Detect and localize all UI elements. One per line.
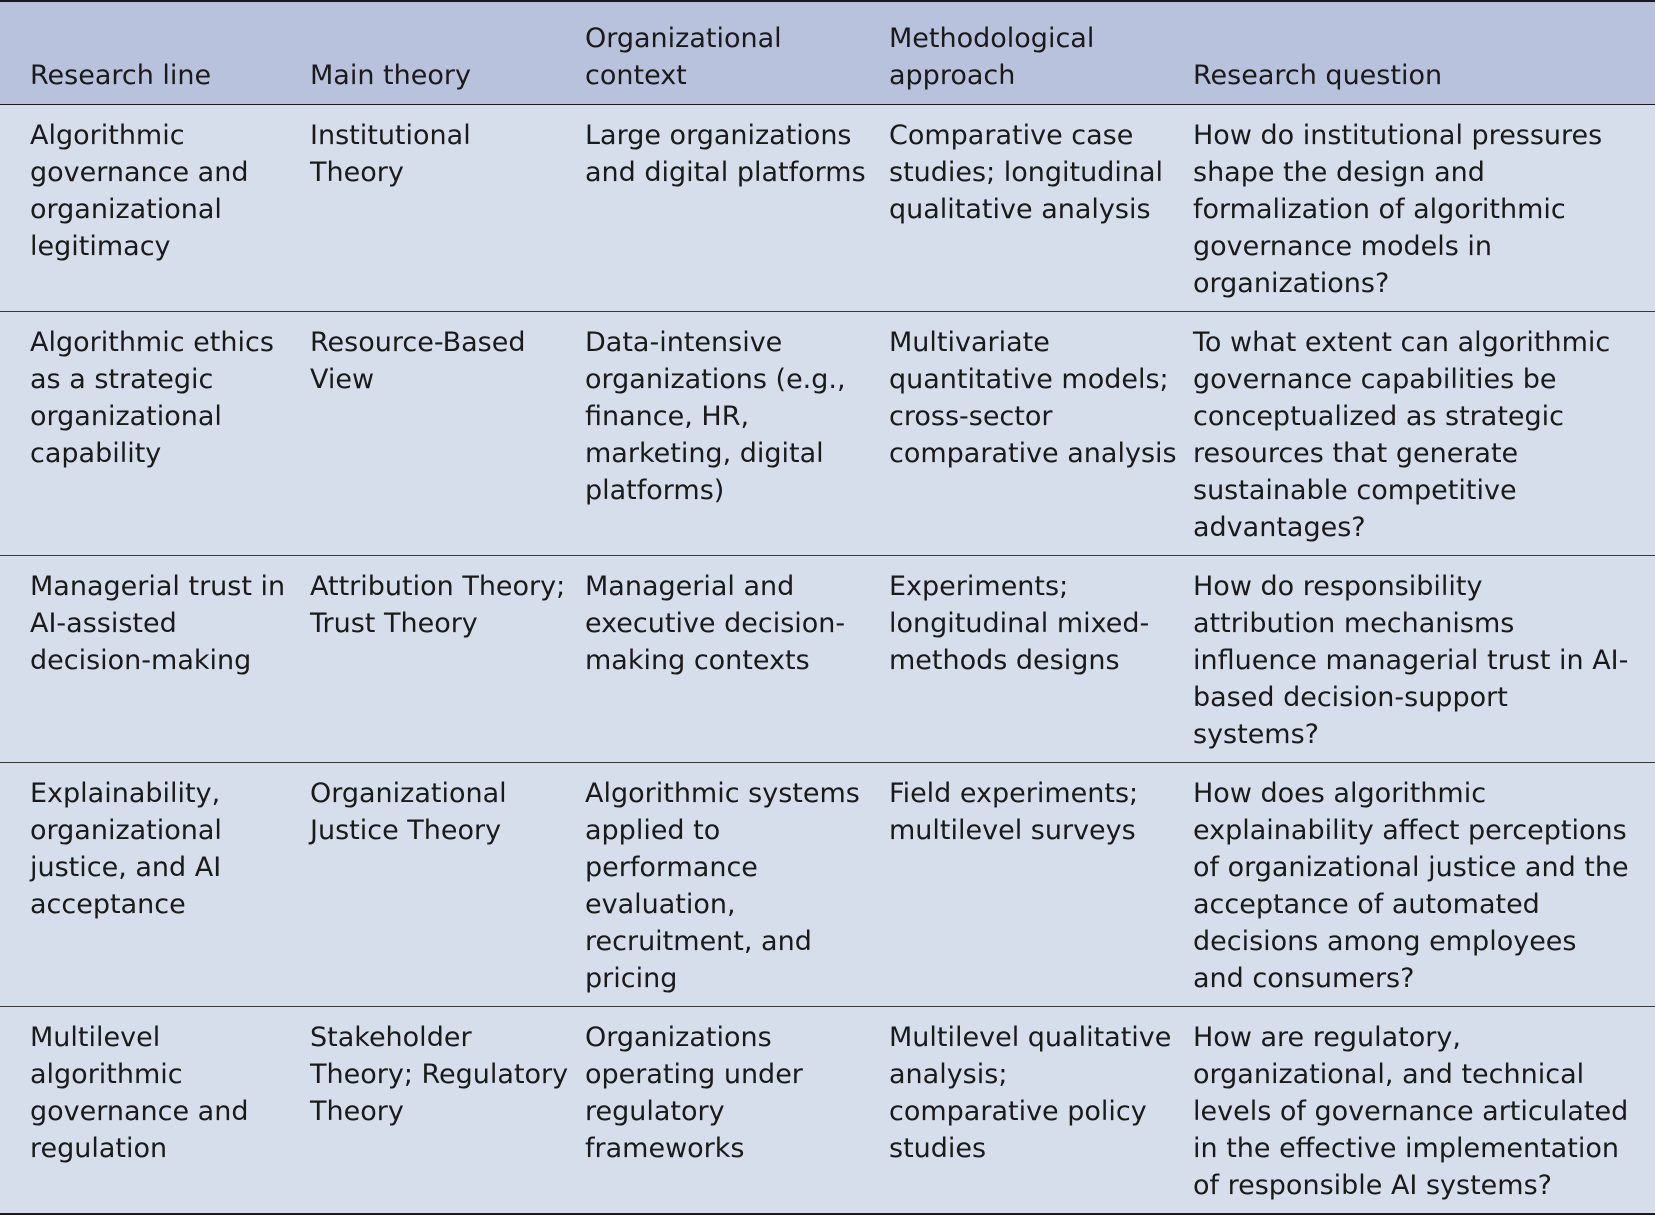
cell-organizational-context: Managerial and executive decision-making contexts (585, 571, 846, 676)
cell-research-question: How do institutional pressures shape the design and formalization of algorithmic governance models in organizations? (1193, 120, 1603, 299)
cell-organizational-context: Data-intensive organizations (e.g., finance, HR, marketing, digital platforms) (585, 327, 846, 506)
cell-research-line: Algorithmic governance and organizational legitimacy (30, 120, 249, 262)
cell-main-theory: Stakeholder Theory; Regulatory Theory (310, 1022, 569, 1127)
cell-methodological-approach: Multivariate quantitative models; cross-sector comparative analysis (889, 327, 1177, 469)
cell-main-theory: Attribution Theory; Trust Theory (310, 571, 566, 639)
table-row (0, 556, 1655, 763)
cell-research-question: How does algorithmic explainability affect perceptions of organizational justice and the acceptance of automated decisions among employees and consumers? (1193, 778, 1629, 994)
header-research-line: Research line (30, 60, 212, 91)
header-main-theory: Main theory (310, 60, 471, 91)
table-body (0, 105, 1655, 1215)
cell-methodological-approach: Experiments; longitudinal mixed-methods designs (889, 571, 1150, 676)
cell-research-line: Explainability, organizational justice, and AI acceptance (30, 778, 222, 920)
cell-main-theory: Resource-Based View (310, 327, 526, 395)
cell-main-theory: Organizational Justice Theory (310, 778, 507, 846)
cell-research-line: Algorithmic ethics as a strategic organizational capability (30, 327, 274, 469)
cell-research-line: Multilevel algorithmic governance and regulation (30, 1022, 249, 1164)
table-row (0, 312, 1655, 556)
cell-methodological-approach: Field experiments; multilevel surveys (889, 778, 1139, 846)
table-row (0, 1007, 1655, 1215)
table-header (0, 1, 1655, 105)
cell-organizational-context: Large organizations and digital platforms (585, 120, 866, 188)
header-organizational-context: Organizational context (585, 23, 782, 91)
cell-research-question: How are regulatory, organizational, and technical levels of governance articulated in the effective implementation of responsible AI systems? (1193, 1022, 1629, 1201)
cell-research-line: Managerial trust in AI-assisted decision-making (30, 571, 286, 676)
cell-methodological-approach: Comparative case studies; longitudinal qualitative analysis (889, 120, 1164, 225)
header-methodological-approach: Methodological approach (889, 23, 1095, 91)
cell-research-question: How do responsibility attribution mechanisms influence managerial trust in AI-based decision-support systems? (1193, 571, 1629, 750)
cell-organizational-context: Algorithmic systems applied to performance evaluation, recruitment, and pricing (585, 778, 860, 994)
cell-organizational-context: Organizations operating under regulatory frameworks (585, 1022, 803, 1164)
table-row (0, 105, 1655, 312)
cell-research-question: To what extent can algorithmic governance capabilities be conceptualized as strategic resources that generate sustainable competitive advantages? (1193, 327, 1611, 543)
table-row (0, 763, 1655, 1007)
cell-methodological-approach: Multilevel qualitative analysis; comparative policy studies (889, 1022, 1172, 1164)
cell-main-theory: Institutional Theory (310, 120, 471, 188)
header-research-question: Research question (1193, 60, 1443, 91)
header-row (0, 1, 1655, 105)
